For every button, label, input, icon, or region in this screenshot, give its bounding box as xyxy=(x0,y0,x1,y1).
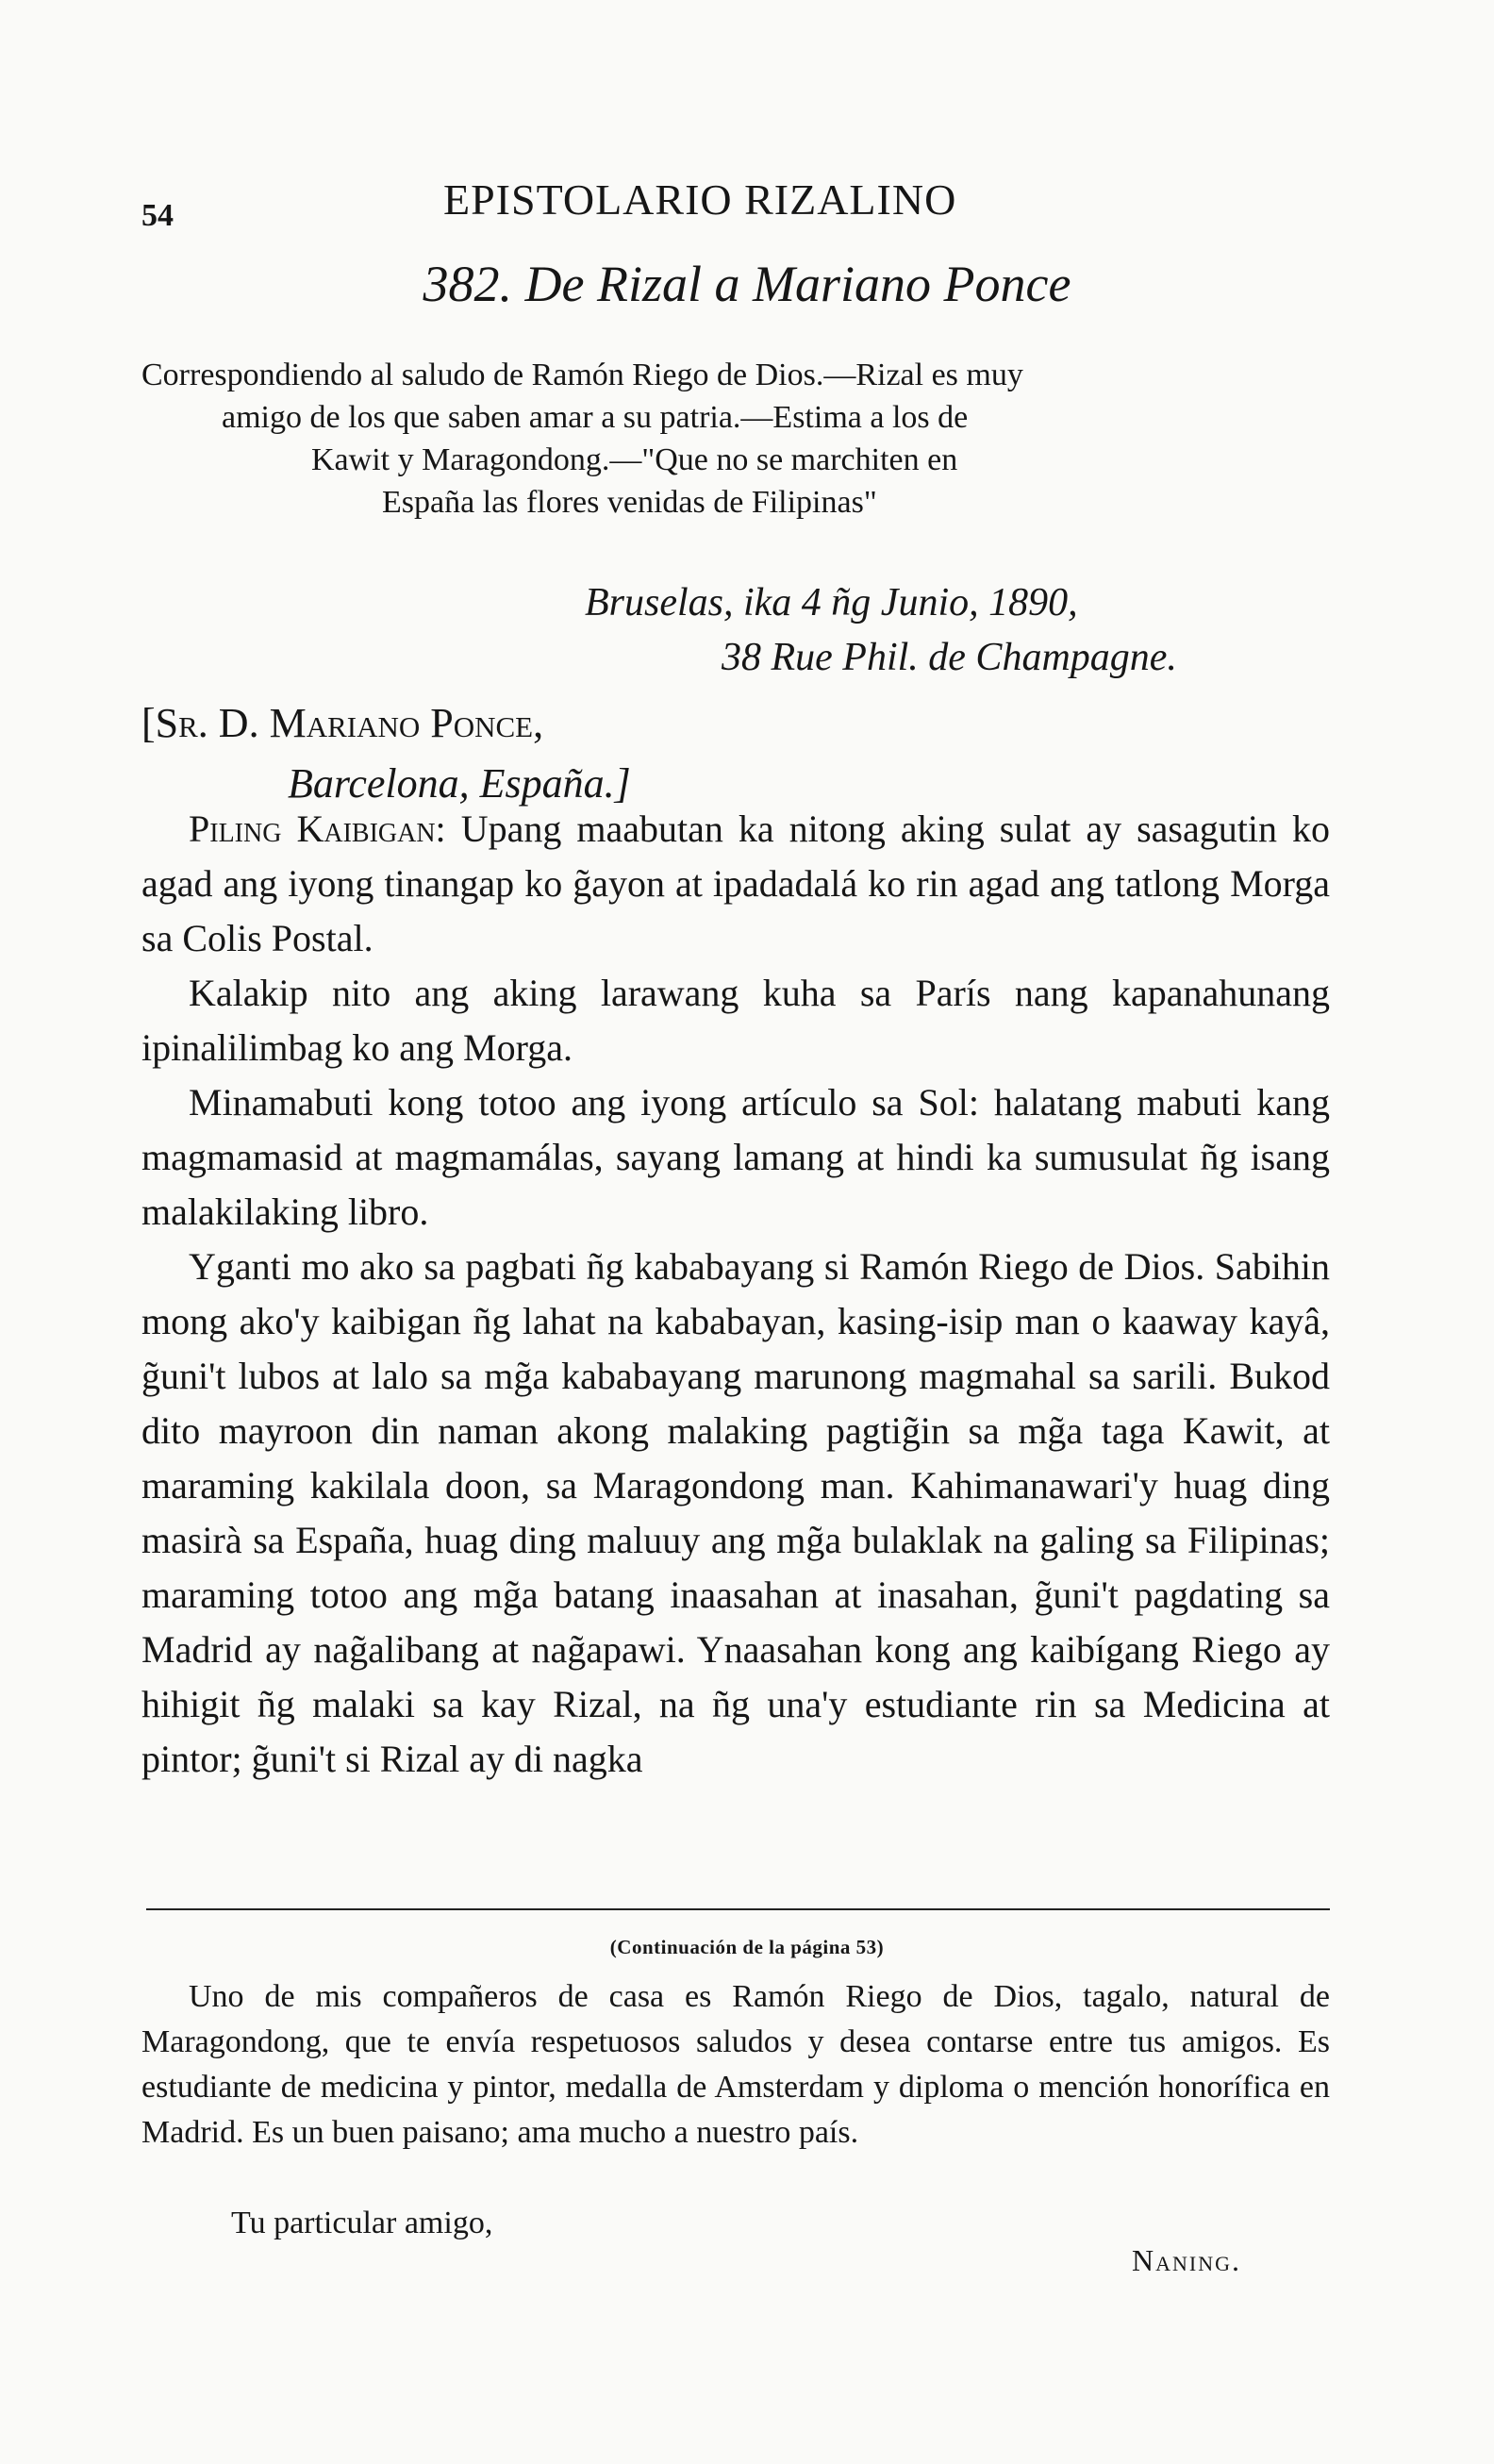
footnote xyxy=(141,1974,1330,2156)
summary-line: Correspondiendo al saludo de Ramón Riego de Dios.—Rizal es muy xyxy=(141,358,1023,392)
recipient-city: Barcelona, España.] xyxy=(288,760,631,807)
recipient-name: [Sr. D. Mariano Ponce, xyxy=(141,700,544,746)
paragraph-text: Upang maabutan ka nitong aking sulat ay sasagutin ko agad ang iyong tinangap ko g̃ayon at ipadadalá ko rin agad ang tatlong Morga sa Colis Postal. xyxy=(141,807,1330,959)
letter-body xyxy=(141,802,1330,1787)
summary-line: amigo de los que saben amar a su patria.—Estima a los de xyxy=(222,400,969,435)
recipient-block xyxy=(141,693,631,814)
dateline xyxy=(585,575,1177,685)
body-paragraph: Yganti mo ako sa pagbati ñg kababayang si Ramón Riego de Dios. Sabihin mong ako'y kaibigan ñg lahat na kababayan, kasing-isip man o kaaway kayâ, g̃uni't lubos at lalo sa mg̃a kababayang marunong magmahal sa sarili. Bukod dito mayroon din naman akong malaking pagtig̃in sa mg̃a taga Kawit, at maraming kakilala doon, sa Maragondong man. Kahimanawari'y huag ding masirà sa España, huag ding maluuy ang mg̃a bulaklak na galing sa Filipinas; maraming totoo ang mg̃a batang inaasahan at inasahan, g̃uni't pagdating sa Madrid ay nag̃alibang at nag̃apawi. Ynaasahan kong ang kaibígang Riego ay hihigit ñg malaki sa kay Rizal, na ñg una'y estudiante rin sa Medicina at pintor; g̃uni't si Rizal ay di nagka xyxy=(141,1245,1330,1780)
letter-title: 382. De Rizal a Mariano Ponce xyxy=(423,256,1071,312)
running-head: EPISTOLARIO RIZALINO xyxy=(443,175,957,224)
date-place: Bruselas, ika 4 ñg Junio, 1890, xyxy=(585,581,1078,624)
salutation: Piling Kaibigan: xyxy=(189,807,446,850)
footnote-divider xyxy=(146,1908,1330,1910)
page-number: 54 xyxy=(141,198,174,233)
summary-line: España las flores venidas de Filipinas" xyxy=(382,485,877,520)
body-paragraph xyxy=(141,802,1330,966)
closing: Tu particular amigo, xyxy=(231,2206,493,2240)
sender-address: 38 Rue Phil. de Champagne. xyxy=(722,636,1177,679)
body-paragraph: Kalakip nito ang aking larawang kuha sa París nang kapanahunang ipinalilimbag ko ang Morga. xyxy=(141,972,1330,1069)
footnote-text: Uno de mis compañeros de casa es Ramón Riego de Dios, tagalo, natural de Maragondong, que te envía respetuosos saludos y desea contarse entre tus amigos. Es estudiante de medicina y pintor, medalla de Amsterdam y diploma o mención honorífica en Madrid. Es un buen paisano; ama mucho a nuestro país. xyxy=(141,1979,1330,2150)
page-header xyxy=(141,170,1358,236)
letter-summary xyxy=(141,354,1330,524)
summary-line: Kawit y Maragondong.—"Que no se marchiten en xyxy=(311,442,958,477)
continuation-note: (Continuación de la página 53) xyxy=(609,1936,885,1958)
body-paragraph: Minamabuti kong totoo ang iyong artículo sa Sol: halatang mabuti kang magmamasid at magmamálas, sayang lamang at hindi ka sumusulat ñg isang malakilaking libro. xyxy=(141,1081,1330,1233)
signature: Naning. xyxy=(1132,2243,1241,2277)
